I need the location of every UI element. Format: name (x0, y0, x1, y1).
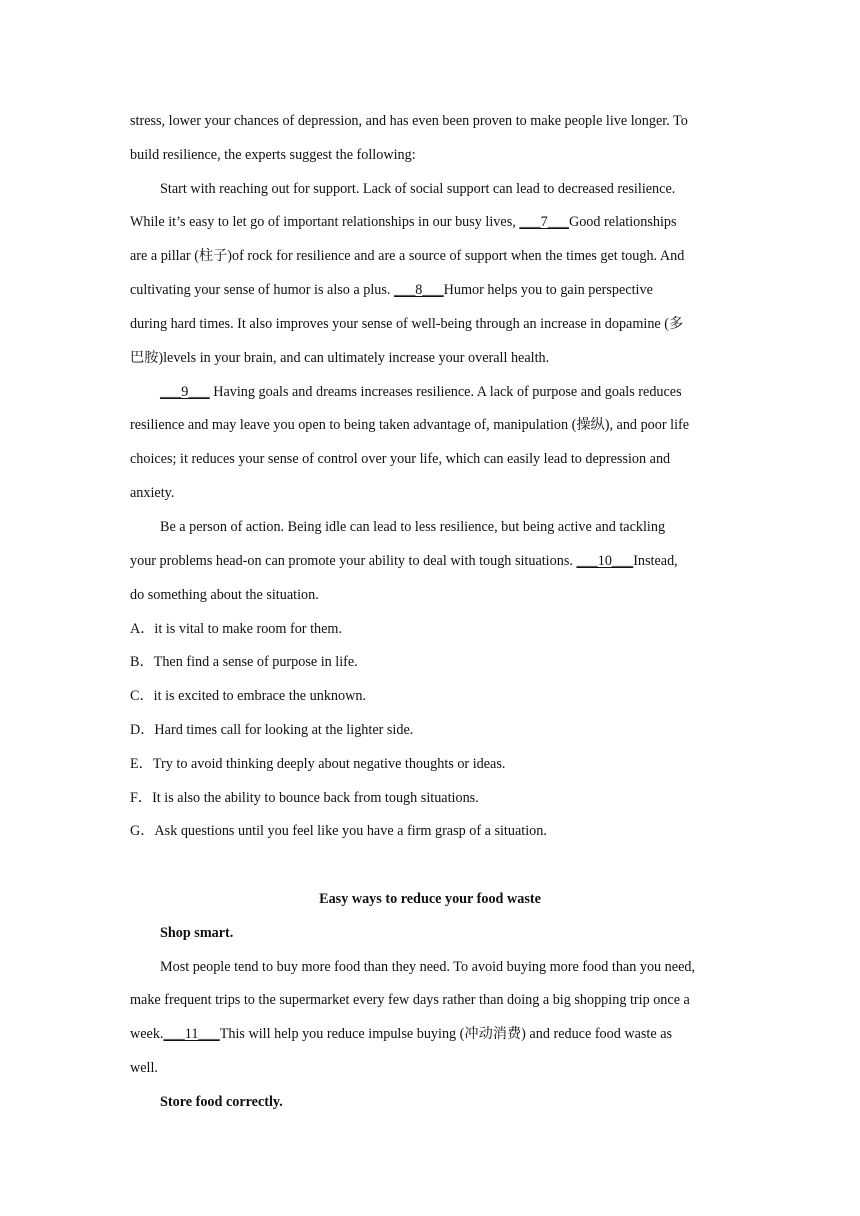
option-d: D．Hard times call for looking at the lighter side. (130, 722, 414, 738)
heading-shop-smart: Shop smart. (160, 925, 234, 941)
option-a: A．it is vital to make room for them. (130, 621, 342, 637)
para1-line1: stress, lower your chances of depression, and has even been proven to make people live longer. To (130, 113, 688, 129)
option-g: G．Ask questions until you feel like you have a firm grasp of a situation. (130, 823, 547, 839)
blank-9: ___9___ (160, 384, 210, 400)
blank-8: ___8___ (394, 282, 444, 298)
blank-11: ___11___ (163, 1026, 220, 1042)
para3-line4: anxiety. (130, 485, 175, 501)
option-b: B．Then find a sense of purpose in life. (130, 654, 358, 670)
para2-line3: are a pillar (柱子)of rock for resilience and are a source of support when the times get tough. And (130, 248, 685, 264)
para4-line2-text-b: Instead, (633, 553, 678, 569)
blank-10: ___10___ (576, 553, 634, 569)
para3-line1 (160, 383, 682, 401)
section-title: Easy ways to reduce your food waste (319, 891, 541, 907)
section2-line3 (130, 1025, 672, 1043)
section2-line3-text-b: This will help you reduce impulse buying (冲动消费) and reduce food waste as (219, 1026, 673, 1042)
para4-line2 (130, 552, 678, 570)
para4-line1: Be a person of action. Being idle can lead to less resilience, but being active and tackling (160, 519, 666, 535)
para3-line1-text: Having goals and dreams increases resilience. A lack of purpose and goals reduces (209, 384, 682, 400)
para2-line4-text-a: cultivating your sense of humor is also a plus. (130, 282, 395, 298)
para2-line4 (130, 281, 653, 299)
section2-line2: make frequent trips to the supermarket every few days rather than doing a big shopping trip once a (130, 992, 690, 1008)
para2-line5: during hard times. It also improves your sense of well-being through an increase in dopamine (多 (130, 316, 684, 332)
para2-line6: 巴胺)levels in your brain, and can ultimately increase your overall health. (130, 350, 550, 366)
blank-7: ___7___ (519, 214, 569, 230)
para2-line2-text-a: While it’s easy to let go of important relationships in our busy lives, (130, 214, 520, 230)
para4-line3: do something about the situation. (130, 587, 319, 603)
para2-line4-text-b: Humor helps you to gain perspective (443, 282, 653, 298)
para2-line2 (130, 213, 677, 231)
para2-line2-text-b: Good relationships (568, 214, 677, 230)
para4-line2-text-a: your problems head-on can promote your ability to deal with tough situations. (130, 553, 577, 569)
section2-line1: Most people tend to buy more food than they need. To avoid buying more food than you need, (160, 959, 696, 975)
heading-store-food: Store food correctly. (160, 1094, 283, 1110)
para3-line3: choices; it reduces your sense of control over your life, which can easily lead to depression and (130, 451, 671, 467)
option-f: F．It is also the ability to bounce back from tough situations. (130, 790, 479, 806)
section2-line4: well. (130, 1060, 158, 1076)
para3-line2: resilience and may leave you open to being taken advantage of, manipulation (操纵), and poor life (130, 417, 690, 433)
para1-line2: build resilience, the experts suggest the following: (130, 147, 416, 163)
para2-line1: Start with reaching out for support. Lack of social support can lead to decreased resilience. (160, 181, 676, 197)
option-e: E．Try to avoid thinking deeply about negative thoughts or ideas. (130, 756, 506, 772)
option-c: C．it is excited to embrace the unknown. (130, 688, 367, 704)
section2-line3-text-a: week. (130, 1026, 164, 1042)
